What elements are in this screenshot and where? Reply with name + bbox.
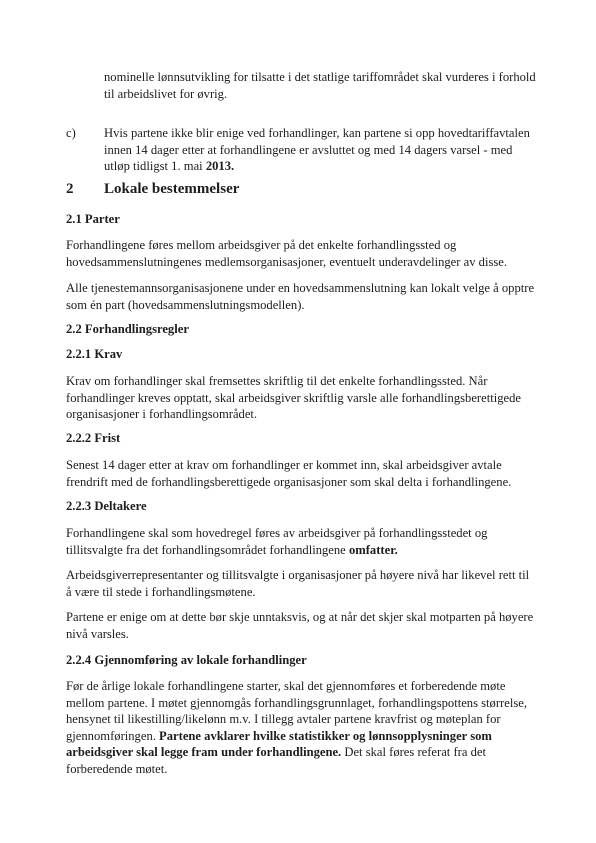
deltakere-paragraph-2: Arbeidsgiverrepresentanter og tillitsvalgte i organisasjoner på høyere nivå har likevel rett til å være til stede i forhandlingsmøtene. [66,568,530,599]
frist-paragraph: Senest 14 dager etter at krav om forhandlinger er kommet inn, skal arbeidsgiver avtale frendrift med de forhandlingsberettigede organisasjoner som skal delta i forhandlingene. [66,458,512,489]
section-number: 2 [66,181,74,197]
section-2-1-heading: 2.1 Parter [66,212,120,226]
deltakere-paragraph-3: Partene er enige om at dette bør skje unntaksvis, og at når det skjer skal motparten på høyere nivå varsles. [66,610,534,641]
list-item-label: c) [66,126,76,140]
list-item-c [66,125,536,175]
list-item-bold-year: 2013. [205,159,235,173]
gjennomforing-text-b: Det skal føres referat fra det forberedende møtet. [66,745,486,776]
section-2-2-4-heading: 2.2.4 Gjennomføring av lokale forhandlinger [66,653,307,667]
krav-paragraph: Krav om forhandlinger skal fremsettes skriftlig til det enkelte forhandlingssted. Når forhandlinger kreves opptatt, skal arbeidsgiver skriftlig varsle alle forhandlingsberettigede organisasjoner i forhandlingsområdet. [66,374,521,421]
section-2-2-1-heading: 2.2.1 Krav [66,347,123,361]
continued-paragraph [104,69,538,102]
section-2-2-2-heading: 2.2.2 Frist [66,431,121,445]
section-2-2-3-heading: 2.2.3 Deltakere [66,499,147,513]
continued-paragraph-text: nominelle lønnsutvikling for tilsatte i det statlige tariffområdet skal vurderes i forhold til arbeidslivet for øvrig. [104,70,536,101]
parter-paragraph-2: Alle tjenestemannsorganisasjonene under en hovedsammenslutning kan lokalt velge å opptre som én part (hovedsammenslutningsmodellen). [66,281,535,312]
deltakere-paragraph-1-text: Forhandlingene skal som hovedregel føres av arbeidsgiver på forhandlingsstedet og tillitsvalgte fra det forhandlingsområdet forhandlingene [66,526,488,557]
list-item-text [104,125,538,175]
deltakere-paragraph-1 [66,525,536,558]
parter-paragraph-1: Forhandlingene føres mellom arbeidsgiver på det enkelte forhandlingssted og hovedsammenslutningenes medlemsorganisasjoner, eventuelt underavdelinger av disse. [66,238,507,269]
section-2-heading [66,181,239,198]
gjennomforing-bold: Partene avklarer hvilke statistikker og lønnsopplysninger som arbeidsgiver skal legge fram under forhandlingene. [66,728,492,759]
deltakere-paragraph-1-bold: omfatter. [348,542,398,557]
section-2-2-heading: 2.2 Forhandlingsregler [66,322,189,336]
gjennomforing-paragraph [66,678,536,777]
section-title: Lokale bestemmelser [104,181,240,197]
list-item-body: Hvis partene ikke blir enige ved forhandlinger, kan partene si opp hovedtariffavtalen innen 14 dager etter at forhandlingene er avsluttet og med 14 dagers varsel - med utløp tidligst 1. mai [104,126,530,173]
gjennomforing-text-a: Før de årlige lokale forhandlingene starter, skal det gjennomføres et forberedende møte mellom partene. I møtet gjennomgås forhandlingsgrunnlaget, forhandlingspottens størrelse, hensynet til likestilling/likelønn m.v. I tillegg avtaler partene kravfrist og møteplan for gjennomføringen. [66,679,527,743]
